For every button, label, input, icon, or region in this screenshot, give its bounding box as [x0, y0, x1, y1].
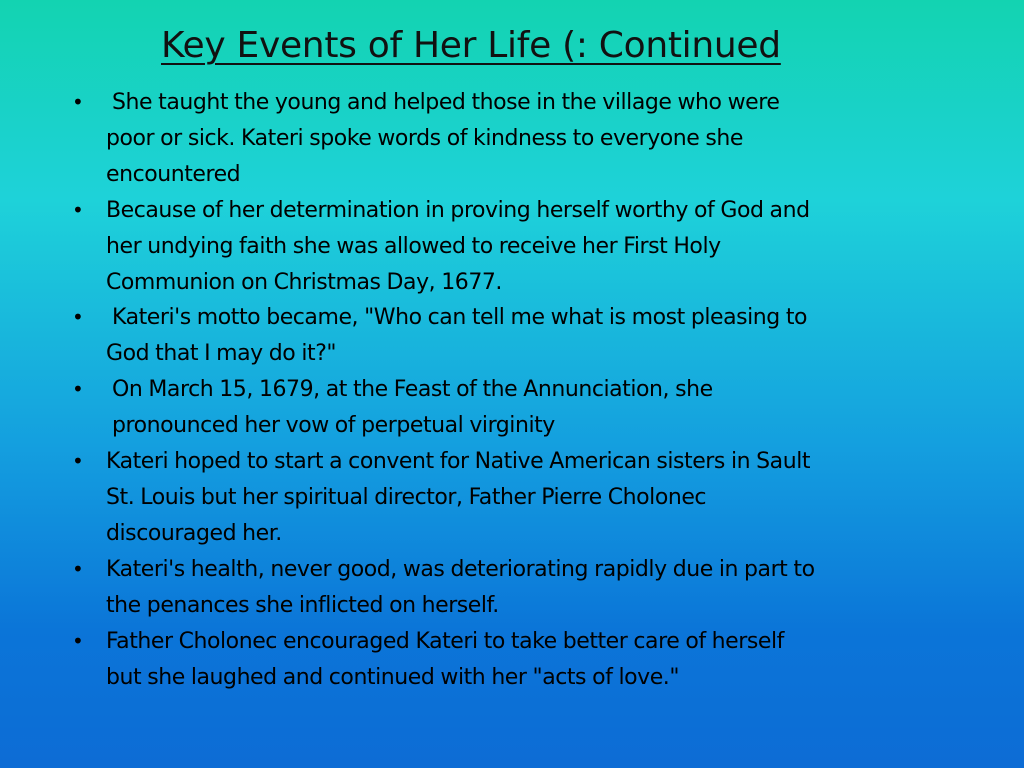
bullet-line: She taught the young and helped those in the village who were: [112, 90, 780, 115]
bullet-line: the penances she inflicted on herself.: [106, 592, 499, 618]
bullet-icon: •: [72, 556, 84, 581]
bullet-icon: •: [72, 305, 84, 330]
bullet-item: [72, 300, 932, 372]
bullet-line: but she laughed and continued with her "acts of love.": [106, 664, 679, 690]
bullet-item: [72, 85, 932, 193]
bullet-item: [72, 552, 932, 624]
bullet-item: [72, 193, 932, 301]
bullet-line: Communion on Christmas Day, 1677.: [106, 269, 502, 295]
bullet-icon: •: [72, 628, 84, 653]
bullet-item: [72, 444, 932, 552]
bullet-icon: •: [72, 449, 84, 474]
bullet-line: God that I may do it?": [106, 341, 337, 367]
bullet-item: [72, 624, 932, 696]
bullet-line: poor or sick. Kateri spoke words of kindness to everyone she: [106, 125, 744, 151]
bullet-icon: •: [72, 197, 84, 222]
bullet-line: Kateri hoped to start a convent for Native American sisters in Sault: [106, 449, 811, 475]
bullet-line: Kateri's motto became, "Who can tell me what is most pleasing to: [112, 305, 808, 331]
bullet-line: pronounced her vow of perpetual virginity: [112, 413, 555, 439]
slide-title: Key Events of Her Life (: Continued: [161, 25, 781, 66]
bullet-line: encountered: [106, 161, 241, 187]
bullet-line: Because of her determination in proving herself worthy of God and: [106, 197, 810, 223]
bullet-line: Kateri's health, never good, was deteriorating rapidly due in part to: [106, 556, 815, 582]
bullet-line: her undying faith she was allowed to receive her First Holy: [106, 233, 721, 259]
bullet-line: On March 15, 1679, at the Feast of the Annunciation, she: [112, 377, 713, 403]
bullet-icon: •: [72, 377, 84, 402]
bullet-line: discouraged her.: [106, 520, 282, 546]
bullet-list: [72, 85, 932, 695]
bullet-icon: •: [72, 90, 84, 114]
bullet-line: Father Cholonec encouraged Kateri to take better care of herself: [106, 628, 784, 654]
bullet-item: [72, 372, 932, 444]
bullet-line: St. Louis but her spiritual director, Father Pierre Cholonec: [106, 484, 707, 510]
